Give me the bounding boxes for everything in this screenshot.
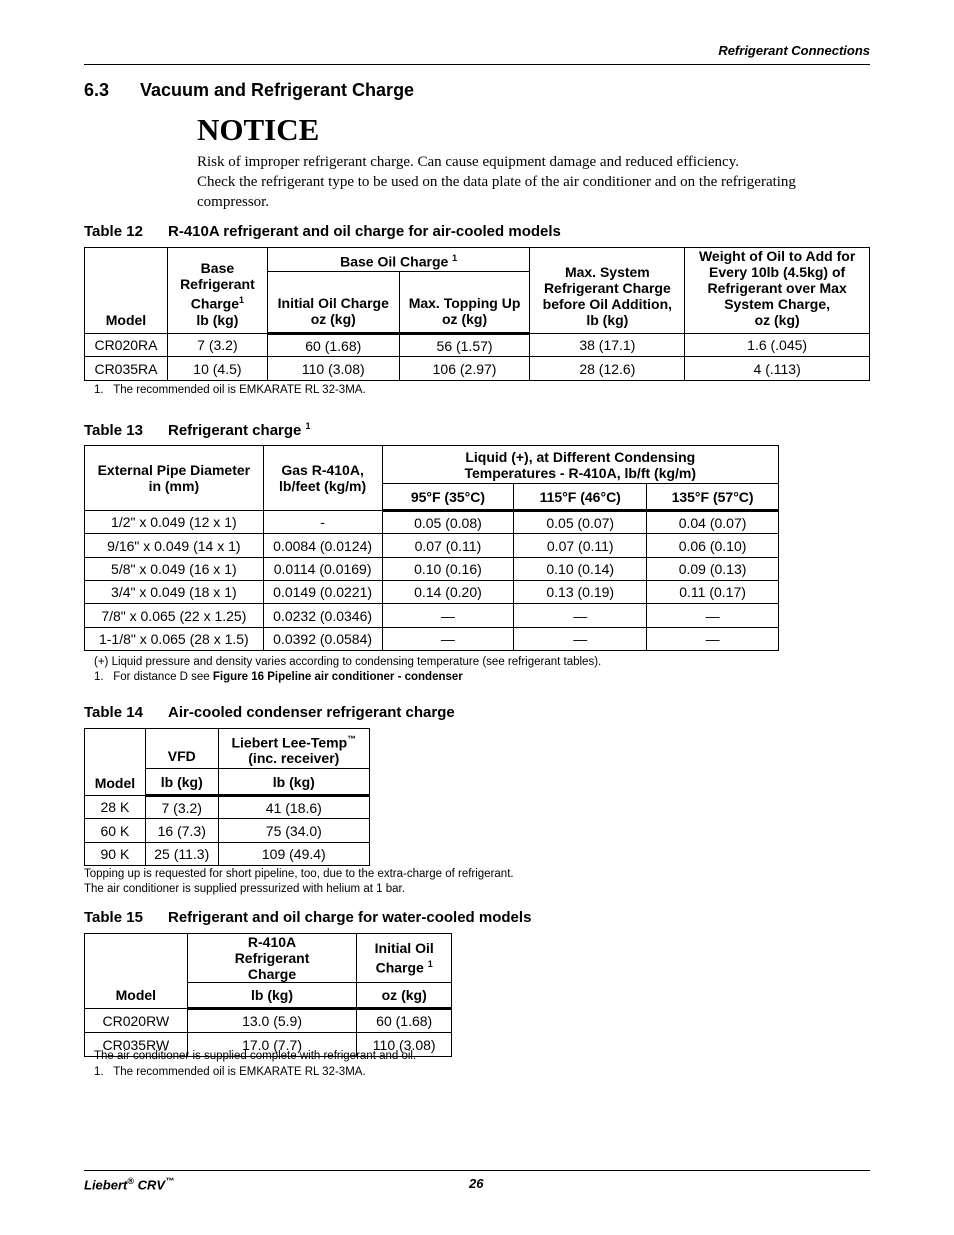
table-cell: 0.0232 (0.0346) — [263, 604, 382, 628]
table-cell: CR035RA — [85, 357, 168, 381]
table13-note-plus: (+) Liquid pressure and density varies according to condensing temperature (see refrigerant tables). — [94, 656, 602, 668]
table-cell: 60 K — [85, 819, 146, 843]
table13-number: Table 13 — [84, 422, 143, 439]
table-cell: 56 (1.57) — [399, 334, 530, 357]
table-cell: 0.04 (0.07) — [647, 511, 779, 534]
table-cell: — — [382, 628, 514, 651]
table-cell: 1/2" x 0.049 (12 x 1) — [85, 511, 264, 534]
table-row — [85, 334, 870, 357]
table-cell: 0.13 (0.19) — [514, 581, 647, 604]
table-cell: 7 (3.2) — [167, 334, 267, 357]
table14-note-a: Topping up is requested for short pipeline, too, due to the extra-charge of refrigerant. — [84, 868, 514, 880]
t15-header-model: Model — [85, 934, 188, 1009]
table-cell: 41 (18.6) — [218, 796, 369, 819]
table-cell: 13.0 (5.9) — [187, 1009, 357, 1033]
table-cell: 7/8" x 0.065 (22 x 1.25) — [85, 604, 264, 628]
table-cell: 28 K — [85, 796, 146, 819]
table-row — [85, 819, 370, 843]
table-cell: 110 (3.08) — [357, 1033, 452, 1057]
table-cell: 9/16" x 0.049 (14 x 1) — [85, 534, 264, 558]
table-cell: 0.10 (0.16) — [382, 558, 514, 581]
page-number: 26 — [469, 1176, 484, 1191]
table12-title: R-410A refrigerant and oil charge for air-cooled models — [168, 223, 561, 240]
table15-caption — [84, 909, 531, 926]
table-cell: 60 (1.68) — [267, 334, 399, 357]
table-cell: 0.0149 (0.0221) — [263, 581, 382, 604]
table-cell: 0.0084 (0.0124) — [263, 534, 382, 558]
table-cell: — — [382, 604, 514, 628]
table15-footnote: 1. The recommended oil is EMKARATE RL 32-3MA. — [94, 1066, 366, 1078]
table-cell: 90 K — [85, 843, 146, 866]
table-cell: 1.6 (.045) — [685, 334, 870, 357]
t15-header-unit-oil: oz (kg) — [357, 983, 452, 1009]
table-row — [85, 357, 870, 381]
t12-header-max-system: Max. System Refrigerant Charge before Oil Addition, lb (kg) — [530, 248, 685, 334]
table14-title: Air-cooled condenser refrigerant charge — [168, 704, 455, 721]
table13-caption: Table 13 Refrigerant charge $^1$ — [84, 421, 311, 439]
table-row — [85, 511, 779, 534]
footer-brand: Liebert® CRV™ — [84, 1176, 175, 1193]
table-cell: 5/8" x 0.049 (16 x 1) — [85, 558, 264, 581]
table-cell: 0.0114 (0.0169) — [263, 558, 382, 581]
table-cell: CR020RA — [85, 334, 168, 357]
table-row — [85, 1009, 452, 1033]
notice-line-2: Check the refrigerant type to be used on the data plate of the air conditioner and on the refrigerating compressor. — [197, 174, 796, 210]
table13-footnote: 1. For distance D see Figure 16 Pipeline air conditioner - condenser — [94, 671, 463, 683]
table-row — [85, 604, 779, 628]
header-rule — [84, 64, 870, 65]
table-cell: 0.05 (0.07) — [514, 511, 647, 534]
table-cell: 0.05 (0.08) — [382, 511, 514, 534]
table-cell: CR020RW — [85, 1009, 188, 1033]
table-cell: — — [514, 604, 647, 628]
t12-header-topping: Max. Topping Up oz (kg) — [399, 272, 530, 334]
table-cell: 17.0 (7.7) — [187, 1033, 357, 1057]
t14-header-model: Model — [85, 729, 146, 796]
table-cell: — — [514, 628, 647, 651]
t15-header-oil: Initial Oil Charge $^1$ — [357, 934, 452, 983]
table-cell: 0.10 (0.14) — [514, 558, 647, 581]
table15-number: Table 15 — [84, 909, 143, 926]
table-cell: 38 (17.1) — [530, 334, 685, 357]
table-cell: 0.09 (0.13) — [647, 558, 779, 581]
table-cell: 0.06 (0.10) — [647, 534, 779, 558]
table-cell: 75 (34.0) — [218, 819, 369, 843]
table-cell: 3/4" x 0.049 (18 x 1) — [85, 581, 264, 604]
table15-note-a: The air conditioner is supplied complete with refrigerant and oil. — [94, 1050, 417, 1062]
table-cell: - — [263, 511, 382, 534]
table12-footnote: 1. The recommended oil is EMKARATE RL 32-3MA. — [94, 384, 366, 396]
t14-header-unit-lee: lb (kg) — [218, 769, 369, 796]
table-row — [85, 558, 779, 581]
table14-caption — [84, 704, 455, 721]
t12-header-model: Model — [85, 248, 168, 334]
table-cell: 0.07 (0.11) — [514, 534, 647, 558]
table-cell: — — [647, 628, 779, 651]
table-cell: 0.14 (0.20) — [382, 581, 514, 604]
table-cell: 106 (2.97) — [399, 357, 530, 381]
table-cell: 109 (49.4) — [218, 843, 369, 866]
table-row — [85, 534, 779, 558]
table12 — [84, 247, 870, 381]
table-cell: 110 (3.08) — [267, 357, 399, 381]
table-cell: 16 (7.3) — [145, 819, 218, 843]
t13-header-pipe: External Pipe Diameter in (mm) — [85, 446, 264, 511]
table12-number: Table 12 — [84, 223, 143, 240]
t13-header-115f: 115°F (46°C) — [514, 484, 647, 511]
table-cell: 28 (12.6) — [530, 357, 685, 381]
t15-header-r410a: R-410A Refrigerant Charge — [187, 934, 357, 983]
t12-header-initial-oil: Initial Oil Charge oz (kg) — [267, 272, 399, 334]
table-cell: CR035RW — [85, 1033, 188, 1057]
table14-number: Table 14 — [84, 704, 143, 721]
notice-title: NOTICE — [197, 112, 320, 147]
t12-header-weight-oil: Weight of Oil to Add for Every 10lb (4.5kg) of Refrigerant over Max System Charge, oz (kg) — [685, 248, 870, 334]
t13-header-liquid: Liquid (+), at Different Condensing Temperatures - R-410A, lb/ft (kg/m) — [382, 446, 778, 484]
table-cell: 0.07 (0.11) — [382, 534, 514, 558]
t15-header-unit-ref: lb (kg) — [187, 983, 357, 1009]
table12-caption — [84, 223, 561, 240]
t12-header-base-refrigerant: Base Refrigerant Charge$^1$ lb (kg) — [167, 248, 267, 334]
table-cell: 4 (.113) — [685, 357, 870, 381]
table14-note-b: The air conditioner is supplied pressurized with helium at 1 bar. — [84, 883, 405, 895]
table-cell: 10 (4.5) — [167, 357, 267, 381]
t13-header-95f: 95°F (35°C) — [382, 484, 514, 511]
table-cell: 1-1/8" x 0.065 (28 x 1.5) — [85, 628, 264, 651]
t13-header-gas: Gas R-410A, lb/feet (kg/m) — [263, 446, 382, 511]
table-cell: — — [647, 604, 779, 628]
table13-title: Refrigerant charge — [168, 422, 302, 439]
table-row — [85, 843, 370, 866]
t12-header-base-oil: Base Oil Charge $^1$ — [267, 248, 530, 272]
section-heading — [84, 80, 414, 101]
table-row — [85, 796, 370, 819]
t14-header-unit-vfd: lb (kg) — [145, 769, 218, 796]
table-row — [85, 628, 779, 651]
t14-header-vfd: VFD — [145, 729, 218, 769]
table15-title: Refrigerant and oil charge for water-cooled models — [168, 909, 532, 926]
table13 — [84, 445, 779, 651]
t13-header-135f: 135°F (57°C) — [647, 484, 779, 511]
table-cell: 0.11 (0.17) — [647, 581, 779, 604]
table-cell: 7 (3.2) — [145, 796, 218, 819]
table15 — [84, 933, 452, 1057]
table14 — [84, 728, 370, 866]
notice-text — [197, 152, 857, 212]
section-number: 6.3 — [84, 80, 110, 100]
running-header: Refrigerant Connections — [718, 43, 870, 58]
notice-line-1: Risk of improper refrigerant charge. Can cause equipment damage and reduced efficiency. — [197, 154, 739, 170]
table-cell: 0.0392 (0.0584) — [263, 628, 382, 651]
table-row — [85, 581, 779, 604]
table-cell: 60 (1.68) — [357, 1009, 452, 1033]
table-cell: 25 (11.3) — [145, 843, 218, 866]
t14-header-lee-temp: Liebert Lee-Temp™ (inc. receiver) — [218, 729, 369, 769]
footer-rule — [84, 1170, 870, 1171]
section-title: Vacuum and Refrigerant Charge — [140, 80, 415, 100]
